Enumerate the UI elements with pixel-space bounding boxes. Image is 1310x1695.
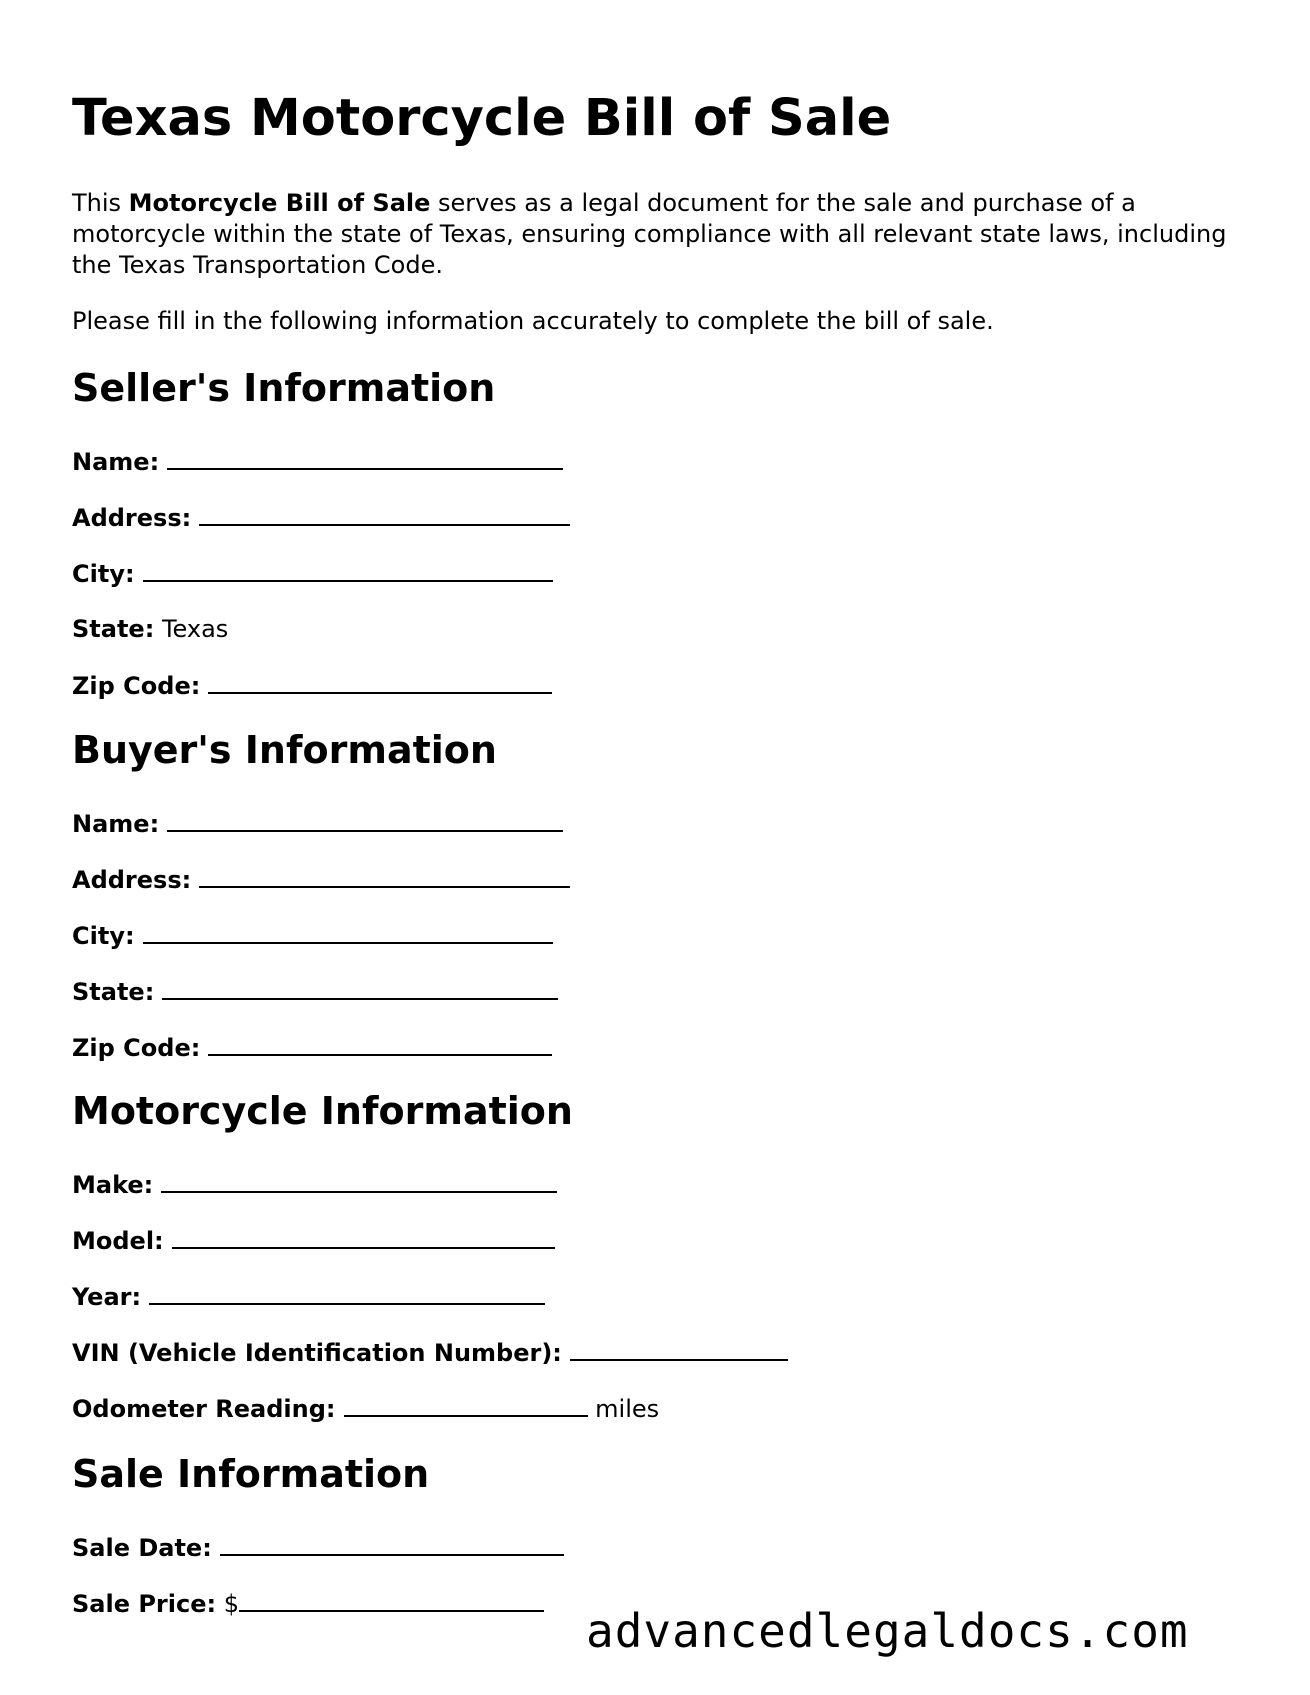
motorcycle-model-blank[interactable] (172, 1225, 555, 1249)
seller-name-blank[interactable] (167, 446, 563, 470)
seller-zip-row (72, 670, 552, 701)
buyer-heading: Buyer's Information (72, 728, 497, 772)
buyer-city-label: City: (72, 922, 135, 950)
seller-address-row (72, 502, 570, 533)
sale-price-currency: $ (223, 1590, 240, 1618)
sale-price-blank[interactable] (239, 1588, 544, 1612)
motorcycle-year-row (72, 1281, 545, 1312)
intro-prefix: This (72, 189, 129, 217)
motorcycle-model-label: Model: (72, 1227, 164, 1255)
document-title: Texas Motorcycle Bill of Sale (72, 89, 892, 148)
motorcycle-odometer-row (72, 1393, 659, 1424)
motorcycle-make-label: Make: (72, 1171, 154, 1199)
buyer-state-blank[interactable] (162, 976, 558, 1000)
intro-suffix: serves as a legal document for the sale and purchase of a motorcycle within the state of Texas, ensuring compliance with all relevant state laws, including the Texas Transportation Code. (72, 189, 1227, 279)
buyer-address-label: Address: (72, 866, 192, 894)
motorcycle-vin-blank[interactable] (570, 1337, 788, 1361)
buyer-name-label: Name: (72, 810, 160, 838)
motorcycle-vin-row (72, 1337, 788, 1368)
motorcycle-heading: Motorcycle Information (72, 1089, 573, 1133)
seller-state-row (72, 614, 228, 644)
seller-name-row (72, 446, 563, 477)
motorcycle-make-row (72, 1169, 557, 1200)
sale-price-row (72, 1588, 544, 1619)
seller-city-blank[interactable] (143, 558, 553, 582)
motorcycle-odometer-blank[interactable] (344, 1393, 588, 1417)
sale-heading: Sale Information (72, 1452, 430, 1496)
sale-price-label: Sale Price: (72, 1590, 217, 1618)
seller-name-label: Name: (72, 448, 160, 476)
sale-date-blank[interactable] (220, 1532, 564, 1556)
buyer-address-row (72, 864, 570, 895)
buyer-city-row (72, 920, 553, 951)
buyer-name-row (72, 808, 563, 839)
motorcycle-year-label: Year: (72, 1283, 142, 1311)
motorcycle-vin-label: VIN (Vehicle Identification Number): (72, 1339, 562, 1367)
seller-state-value: Texas (161, 615, 229, 643)
motorcycle-odometer-label: Odometer Reading: (72, 1395, 336, 1423)
seller-address-label: Address: (72, 504, 192, 532)
seller-city-label: City: (72, 560, 135, 588)
buyer-zip-label: Zip Code: (72, 1034, 201, 1062)
seller-zip-blank[interactable] (208, 670, 552, 694)
seller-zip-label: Zip Code: (72, 672, 201, 700)
watermark: advancedlegaldocs.com (580, 1604, 1189, 1658)
buyer-name-blank[interactable] (167, 808, 563, 832)
seller-heading: Seller's Information (72, 366, 496, 410)
seller-state-label: State: (72, 615, 155, 643)
sale-date-row (72, 1532, 564, 1563)
intro-bold: Motorcycle Bill of Sale (128, 189, 431, 217)
motorcycle-model-row (72, 1225, 555, 1256)
buyer-address-blank[interactable] (199, 864, 570, 888)
buyer-city-blank[interactable] (143, 920, 553, 944)
seller-city-row (72, 558, 553, 589)
motorcycle-odometer-unit: miles (595, 1395, 660, 1423)
buyer-state-label: State: (72, 978, 155, 1006)
motorcycle-make-blank[interactable] (161, 1169, 557, 1193)
motorcycle-year-blank[interactable] (149, 1281, 545, 1305)
buyer-zip-row (72, 1032, 552, 1063)
buyer-zip-blank[interactable] (208, 1032, 552, 1056)
seller-address-blank[interactable] (199, 502, 570, 526)
instructions: Please fill in the following information accurately to complete the bill of sale. (72, 307, 994, 335)
sale-date-label: Sale Date: (72, 1534, 212, 1562)
buyer-state-row (72, 976, 558, 1007)
intro-paragraph (72, 188, 1232, 281)
